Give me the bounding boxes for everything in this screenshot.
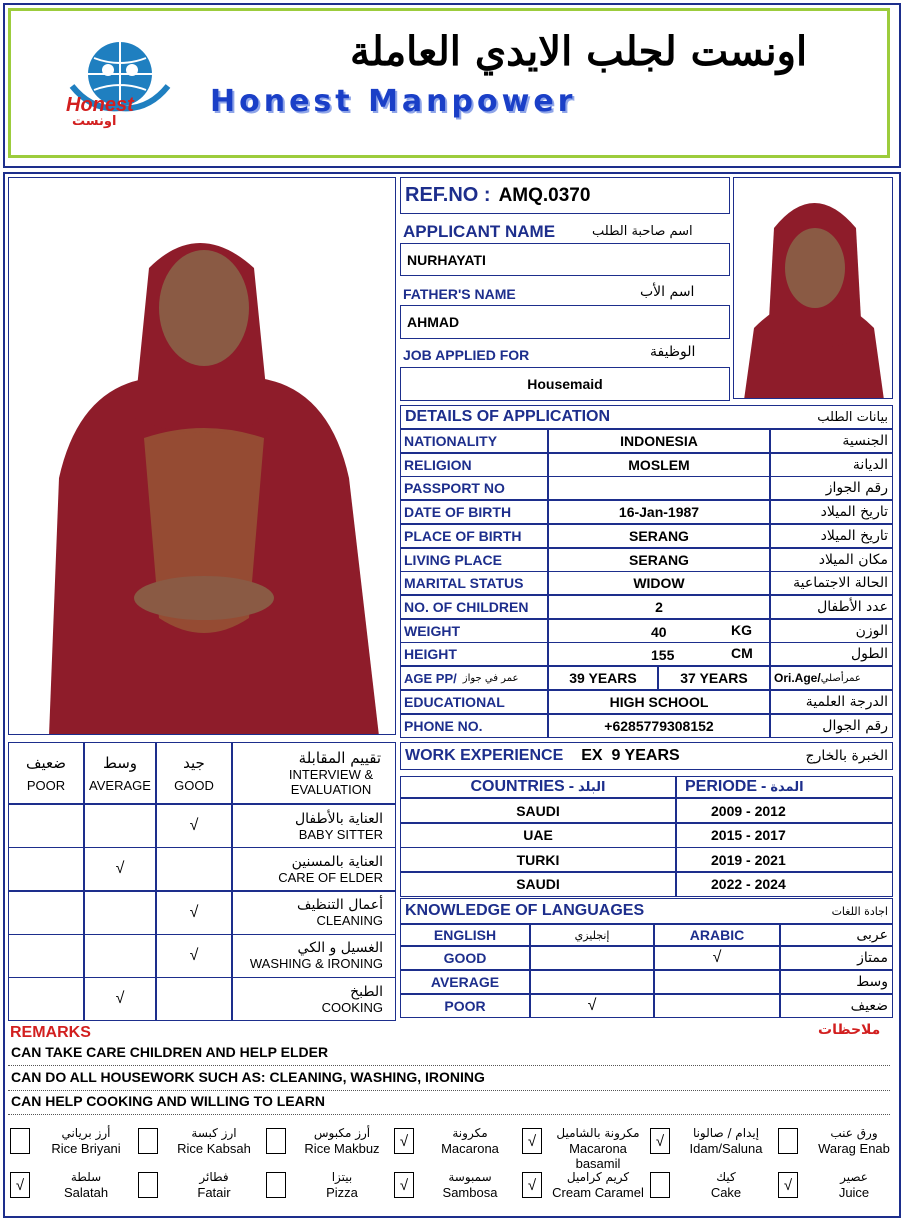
detail-label: HEIGHT (400, 642, 548, 666)
dish-label-ar: أرز مكبوس (313, 1126, 371, 1140)
ref-value: AMQ.0370 (498, 184, 591, 206)
dish-label-en: Idam/Saluna (689, 1141, 763, 1156)
dish-checkbox[interactable] (10, 1128, 30, 1154)
work-period: 2009 - 2012 (676, 798, 893, 823)
dish-checkbox[interactable]: √ (394, 1172, 414, 1198)
period-label-ar: المدة (770, 779, 804, 795)
language-level-label: GOOD (400, 946, 530, 970)
dish-label-ar: سلطة (70, 1170, 102, 1184)
eval-skill-label: CLEANING (316, 913, 383, 929)
period-label: PERIODE (685, 778, 758, 795)
detail-value-cell (548, 619, 770, 643)
dish-label (292, 1126, 392, 1156)
work-experience-label-ar: الخبرة بالخارج (805, 748, 888, 764)
languages-header (400, 898, 893, 924)
dish-label (420, 1126, 520, 1156)
eval-good-check: √ (156, 891, 232, 935)
phone-label-ar: رقم الجوال (770, 714, 893, 738)
detail-value: 2 (548, 595, 770, 619)
eval-average-label: AVERAGE (89, 777, 151, 793)
detail-value: 16-Jan-1987 (548, 500, 770, 524)
language-level-label-ar: وسط (780, 970, 893, 994)
company-logo (62, 36, 182, 128)
dish-label (164, 1170, 264, 1200)
detail-label-ar: الجنسية (770, 429, 893, 453)
english-level-check (530, 946, 654, 970)
dish-checkbox[interactable]: √ (778, 1172, 798, 1198)
work-country: SAUDI (400, 872, 676, 897)
dish-checkbox[interactable]: √ (522, 1128, 542, 1154)
detail-label: NATIONALITY (400, 429, 548, 453)
dish-label (804, 1126, 904, 1156)
detail-value: INDONESIA (548, 429, 770, 453)
eval-skill-cell (232, 934, 396, 978)
dish-label (36, 1170, 136, 1200)
work-experience-label: WORK EXPERIENCE (405, 747, 564, 764)
education-label-ar: الدرجة العلمية (770, 690, 893, 714)
dish-checkbox[interactable] (650, 1172, 670, 1198)
detail-label-ar: الحالة الاجتماعية (770, 571, 893, 595)
work-country: UAE (400, 823, 676, 848)
eval-skill-label: WASHING & IRONING (249, 956, 383, 972)
eval-skill-cell (232, 804, 396, 848)
remark-line: CAN DO ALL HOUSEWORK SUCH AS: CLEANING, WASHING, IRONING (11, 1068, 485, 1085)
work-period: 2019 - 2021 (676, 847, 893, 872)
detail-label-ar: الوزن (770, 619, 893, 643)
detail-value-cell (548, 642, 770, 666)
applicant-portrait-photo (733, 177, 893, 399)
language-level-label-ar: ممتاز (780, 946, 893, 970)
eval-skill-cell (232, 847, 396, 891)
detail-label-ar: عدد الأطفال (770, 595, 893, 619)
eval-average-check: √ (84, 977, 156, 1021)
eval-skill-label: BABY SITTER (298, 826, 383, 842)
eval-poor-check (8, 934, 84, 978)
age-label-ar: عمر في جواز (462, 672, 519, 684)
eval-skill-cell (232, 977, 396, 1021)
detail-label: WEIGHT (400, 619, 548, 643)
detail-label: RELIGION (400, 453, 548, 477)
eval-poor-check (8, 804, 84, 848)
countries-label-ar: البلد (578, 779, 606, 795)
applicant-name-value: NURHAYATI (400, 243, 730, 276)
eval-title-label: INTERVIEW & EVALUATION (288, 767, 374, 797)
detail-label: NO. OF CHILDREN (400, 595, 548, 619)
age-ori-value: 37 YEARS (658, 666, 770, 690)
eval-poor-ar: ضعيف (25, 753, 67, 772)
detail-label: LIVING PLACE (400, 548, 548, 572)
eval-average-ar: وسط (102, 753, 138, 772)
eval-skill-cell (232, 891, 396, 935)
eval-poor-check (8, 977, 84, 1021)
details-label-ar: بيانات الطلب (817, 409, 888, 425)
work-experience-value: EX 9 YEARS (581, 747, 680, 764)
arabic-label: ARABIC (654, 924, 780, 946)
remark-underline (8, 1065, 890, 1066)
logo-arabic-text: اونست (72, 114, 117, 129)
detail-label-ar: مكان الميلاد (770, 548, 893, 572)
job-value: Housemaid (400, 367, 730, 401)
countries-label: COUNTRIES (470, 778, 565, 795)
dish-label-ar: بيتزا (331, 1170, 353, 1184)
eval-poor-check (8, 891, 84, 935)
age-pp-value: 39 YEARS (548, 666, 658, 690)
eval-title-ar: تقييم المقابلة (298, 749, 381, 767)
period-header: PERIODE - المدة (676, 776, 893, 798)
dish-label-ar: ارز كبسة (191, 1126, 237, 1140)
job-label-ar: الوظيفة (650, 344, 696, 360)
dish-label (804, 1170, 904, 1200)
details-header (400, 405, 893, 429)
age-label-cell (400, 666, 548, 690)
eval-average-header (84, 742, 156, 804)
eval-good-header (156, 742, 232, 804)
detail-label-ar: تاريخ الميلاد (770, 500, 893, 524)
dish-label-ar: ورق عنب (830, 1126, 878, 1140)
eval-good-check: √ (156, 804, 232, 848)
detail-label: PASSPORT NO (400, 476, 548, 500)
dish-label (420, 1170, 520, 1200)
eval-good-check (156, 847, 232, 891)
arabic-level-check (654, 994, 780, 1018)
detail-label-ar: تاريخ الميلاد (770, 524, 893, 548)
age-ori-label-cell (770, 666, 893, 690)
father-name-label: FATHER'S NAME (403, 286, 516, 302)
dish-label-en: Rice Makbuz (304, 1141, 380, 1156)
dish-label-en: Rice Briyani (51, 1141, 121, 1156)
dish-checkbox[interactable] (266, 1172, 286, 1198)
arabic-level-check: √ (654, 946, 780, 970)
dish-label-ar: عصير (840, 1170, 868, 1184)
eval-good-check (156, 977, 232, 1021)
detail-value: MOSLEM (548, 453, 770, 477)
eval-skill-ar: العناية بالأطفال (294, 810, 383, 827)
english-level-check (530, 970, 654, 994)
dish-checkbox[interactable]: √ (394, 1128, 414, 1154)
work-experience-header (400, 742, 893, 770)
logo-text: Honest (66, 94, 134, 116)
language-level-label: POOR (400, 994, 530, 1018)
age-ori-label: Ori.Age/ (774, 671, 821, 685)
eval-good-ar: جيد (183, 753, 205, 772)
ref-number-box (400, 177, 730, 214)
languages-label: KNOWLEDGE OF LANGUAGES (405, 902, 645, 919)
eval-good-check: √ (156, 934, 232, 978)
dish-label-ar: فطائر (199, 1170, 229, 1184)
dish-label-en: Warag Enab (818, 1141, 890, 1156)
dish-label-ar: كيك (716, 1170, 736, 1184)
remark-underline (8, 1090, 890, 1091)
detail-value: SERANG (548, 524, 770, 548)
dish-label-ar: مكرونة (452, 1126, 488, 1140)
dish-label-en: Macarona (441, 1141, 499, 1156)
detail-label: PLACE OF BIRTH (400, 524, 548, 548)
eval-good-label: GOOD (174, 777, 214, 793)
dish-label-en: Fatair (197, 1185, 231, 1200)
dish-checkbox[interactable]: √ (650, 1128, 670, 1154)
dish-label-en: Macarona basamil (569, 1141, 627, 1171)
eval-skill-label: COOKING (321, 999, 383, 1015)
dish-label (548, 1170, 648, 1200)
detail-label: DATE OF BIRTH (400, 500, 548, 524)
details-label: DETAILS OF APPLICATION (405, 408, 611, 425)
education-label: EDUCATIONAL (400, 690, 548, 714)
work-period: 2022 - 2024 (676, 872, 893, 897)
dish-label (548, 1126, 648, 1171)
detail-label-ar: الديانة (770, 453, 893, 477)
dish-label-ar: أرز برياني (61, 1126, 111, 1140)
detail-label-ar: رقم الجواز (770, 476, 893, 500)
english-level-check: √ (530, 994, 654, 1018)
dish-label-en: Cream Caramel (552, 1185, 644, 1200)
eval-average-check (84, 934, 156, 978)
eval-skill-label: CARE OF ELDER (278, 869, 383, 885)
phone-label: PHONE NO. (400, 714, 548, 738)
dish-label (164, 1126, 264, 1156)
remarks-label: REMARKS (10, 1024, 91, 1041)
dish-label-en: Cake (710, 1185, 742, 1200)
dish-checkbox[interactable] (778, 1128, 798, 1154)
dish-label-en: Salatah (63, 1185, 109, 1200)
dish-checkbox[interactable]: √ (522, 1172, 542, 1198)
applicant-name-label: APPLICANT NAME (403, 222, 556, 241)
work-country: TURKI (400, 847, 676, 872)
age-label: AGE PP/ (404, 670, 457, 686)
dish-label-en: Sambosa (442, 1185, 498, 1200)
remark-underline (8, 1114, 890, 1115)
dish-label (36, 1126, 136, 1156)
age-ori-label-ar: عمرأصلي (820, 672, 861, 684)
detail-value: 40 (651, 623, 667, 640)
arabic-label-ar: عربى (780, 924, 893, 946)
eval-average-check (84, 804, 156, 848)
countries-header: COUNTRIES - البلد (400, 776, 676, 798)
detail-value: 155 (651, 647, 675, 664)
detail-value (548, 476, 770, 500)
dish-label-ar: إيدام / صالونا (692, 1126, 760, 1140)
languages-label-ar: اجادة اللغات (831, 904, 888, 918)
language-level-label: AVERAGE (400, 970, 530, 994)
phone-value: +6285779308152 (548, 714, 770, 738)
title-english: Honest Manpower (210, 84, 577, 119)
education-value: HIGH SCHOOL (548, 690, 770, 714)
work-country: SAUDI (400, 798, 676, 823)
eval-skill-ar: الغسيل و الكي (297, 940, 383, 957)
applicant-full-photo (8, 177, 396, 735)
dish-checkbox[interactable] (138, 1128, 158, 1154)
eval-poor-check (8, 847, 84, 891)
dish-label-en: Juice (838, 1185, 870, 1200)
dish-checkbox[interactable] (266, 1128, 286, 1154)
english-label: ENGLISH (400, 924, 530, 946)
dish-label (676, 1170, 776, 1200)
ref-label: REF.NO : (405, 184, 491, 206)
dish-checkbox[interactable]: √ (10, 1172, 30, 1198)
dish-label-en: Pizza (326, 1185, 358, 1200)
remark-line: CAN TAKE CARE CHILDREN AND HELP ELDER (11, 1044, 329, 1060)
eval-title-header (232, 742, 396, 804)
job-label: JOB APPLIED FOR (403, 347, 530, 363)
dish-label-en: Rice Kabsah (177, 1141, 251, 1156)
dish-checkbox[interactable] (138, 1172, 158, 1198)
eval-poor-label: POOR (26, 777, 66, 793)
dish-label (676, 1126, 776, 1156)
father-name-label-ar: اسم الأب (640, 284, 695, 300)
dish-label-ar: مكرونة بالشاميل (556, 1126, 640, 1140)
detail-value: WIDOW (548, 571, 770, 595)
detail-label-ar: الطول (770, 642, 893, 666)
detail-value: SERANG (548, 548, 770, 572)
dish-label-ar: كريم كراميل (566, 1170, 630, 1184)
dish-label (292, 1170, 392, 1200)
dish-label-ar: سمبوسة (448, 1170, 492, 1184)
eval-skill-ar: العناية بالمسنين (291, 853, 383, 870)
eval-poor-header (8, 742, 84, 804)
remark-line: CAN HELP COOKING AND WILLING TO LEARN (11, 1093, 325, 1109)
eval-skill-ar: أعمال التنظيف (296, 897, 383, 914)
title-arabic: اونست لجلب الايدي العاملة (350, 28, 808, 75)
remarks-label-ar: ملاحظات (818, 1022, 881, 1038)
language-level-label-ar: ضعيف (780, 994, 893, 1018)
english-label-ar: إنجليزي (530, 924, 654, 946)
eval-skill-ar: الطبخ (350, 983, 383, 1000)
detail-label: MARITAL STATUS (400, 571, 548, 595)
work-period: 2015 - 2017 (676, 823, 893, 848)
applicant-name-label-ar: اسم صاحبة الطلب (592, 224, 693, 239)
eval-average-check: √ (84, 847, 156, 891)
eval-average-check (84, 891, 156, 935)
arabic-level-check (654, 970, 780, 994)
detail-unit: CM (731, 645, 753, 662)
father-name-value: AHMAD (400, 305, 730, 339)
detail-unit: KG (731, 621, 752, 638)
